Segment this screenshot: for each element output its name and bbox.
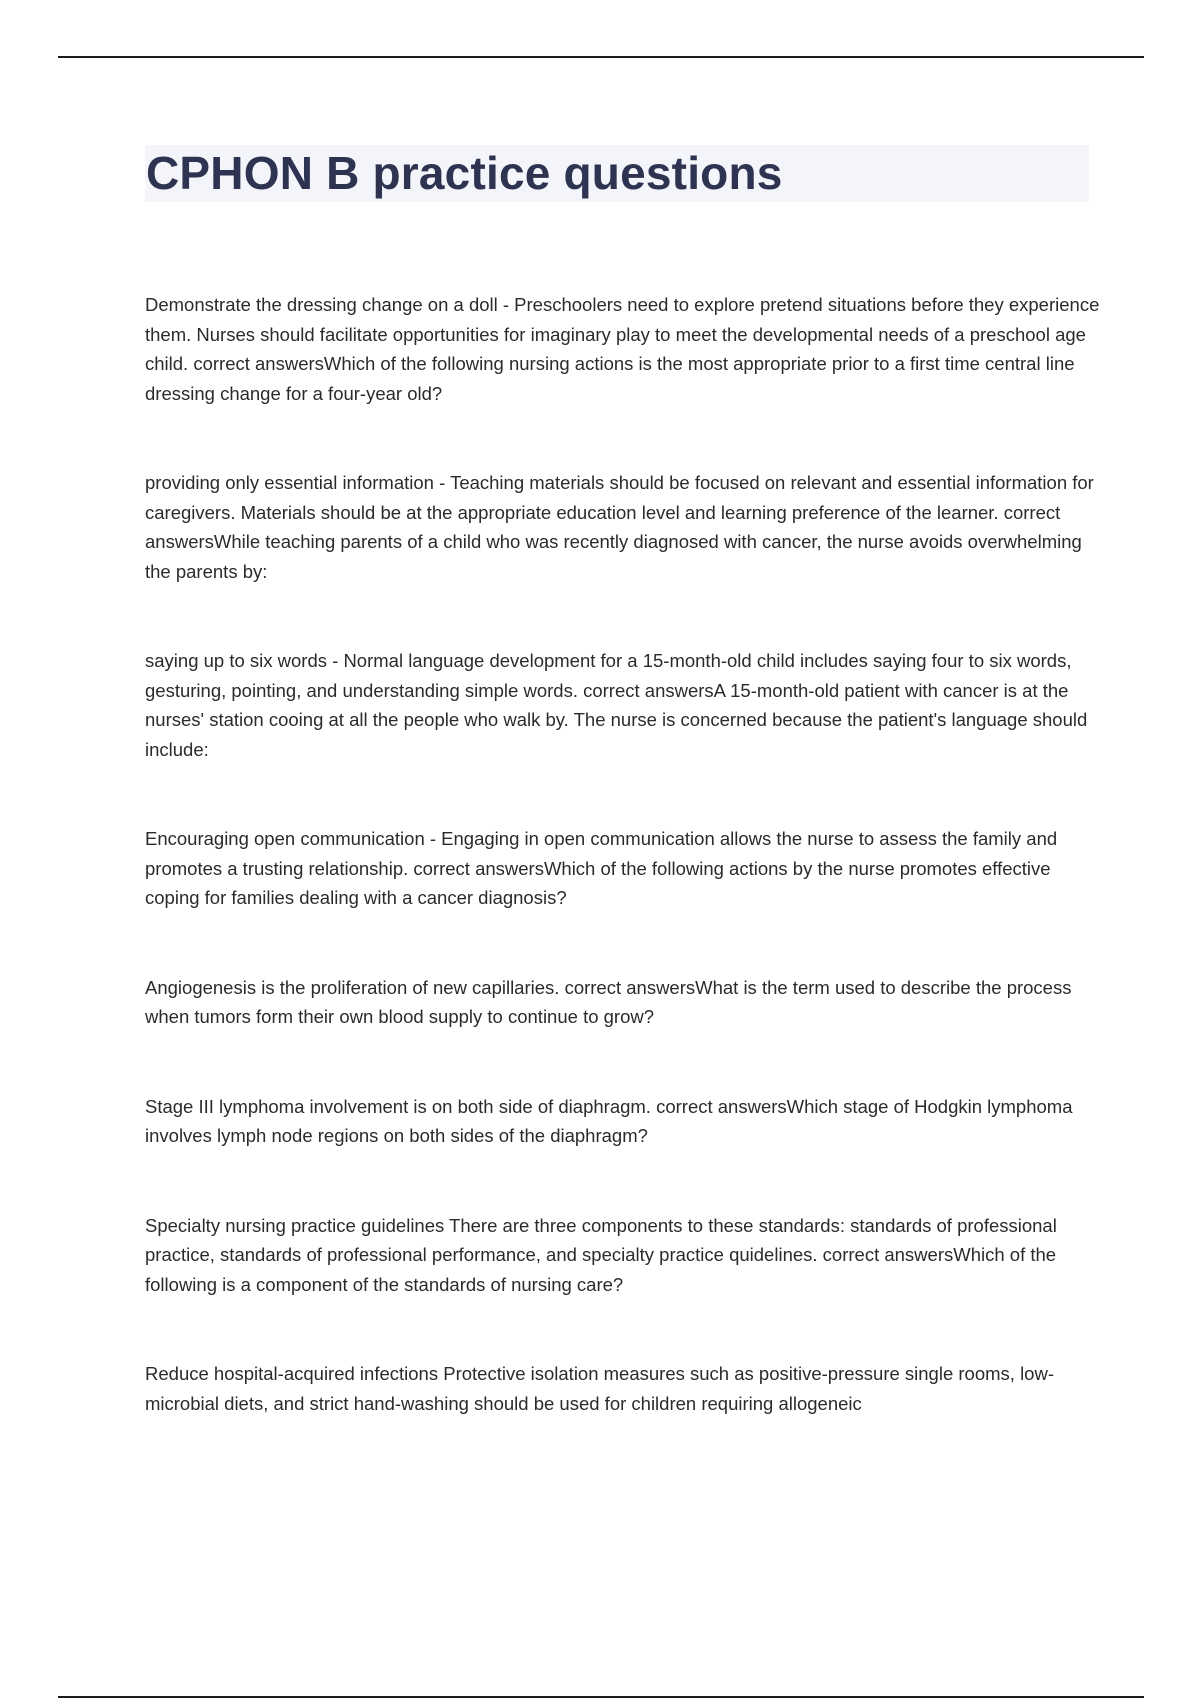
qa-entry-6: Stage III lymphoma involvement is on both side of diaphragm. correct answersWhich stage of Hodgkin lymphoma involves lymph node regions on both sides of the diaphragm? [145,1095,1073,1146]
bottom-rule [58,1696,1144,1698]
qa-entry-1: Demonstrate the dressing change on a doll - Preschoolers need to explore pretend situations before they experience them. Nurses should facilitate opportunities for imaginary play to meet the developmental needs of a preschool age child. correct answersWhich of the following nursing actions is the most appropriate prior to a first time central line dressing change for a four-year old? [145,294,1100,404]
top-rule [58,56,1144,58]
qa-entry-5: Angiogenesis is the proliferation of new capillaries. correct answersWhat is the term used to describe the process when tumors form their own blood supply to continue to grow? [145,976,1072,1027]
qa-entry-4: Encouraging open communication - Engaging in open communication allows the nurse to assess the family and promotes a trusting relationship. correct answersWhich of the following actions by the nurse promotes effective coping for families dealing with a cancer diagnosis? [145,828,1058,908]
document-body [145,290,1100,1418]
qa-entry-8: Reduce hospital-acquired infections Protective isolation measures such as positive-pressure single rooms, low- microbial diets, and strict hand-washing should be used for children requiring allogeneic [145,1363,1054,1414]
qa-entry-7: Specialty nursing practice guidelines There are three components to these standards: standards of professional practice, standards of professional performance, and specialty practice quidelines. correct answersWhich of the following is a component of the standards of nursing care? [145,1214,1057,1295]
page-title: CPHON B practice questions [146,147,783,199]
qa-entry-2: providing only essential information - Teaching materials should be focused on relevant and essential information for caregivers. Materials should be at the appropriate education level and learning preference of the learner. correct answersWhile teaching parents of a child who was recently diagnosed with cancer, the nurse avoids overwhelming the parents by: [145,472,1094,582]
qa-entry-3: saying up to six words - Normal language development for a 15-month-old child includes saying four to six words, gesturing, pointing, and understanding simple words. correct answersA 15-month-old patient with cancer is at the nurses' station cooing at all the people who walk by. The nurse is concerned because the patient's language should include: [145,650,1088,760]
